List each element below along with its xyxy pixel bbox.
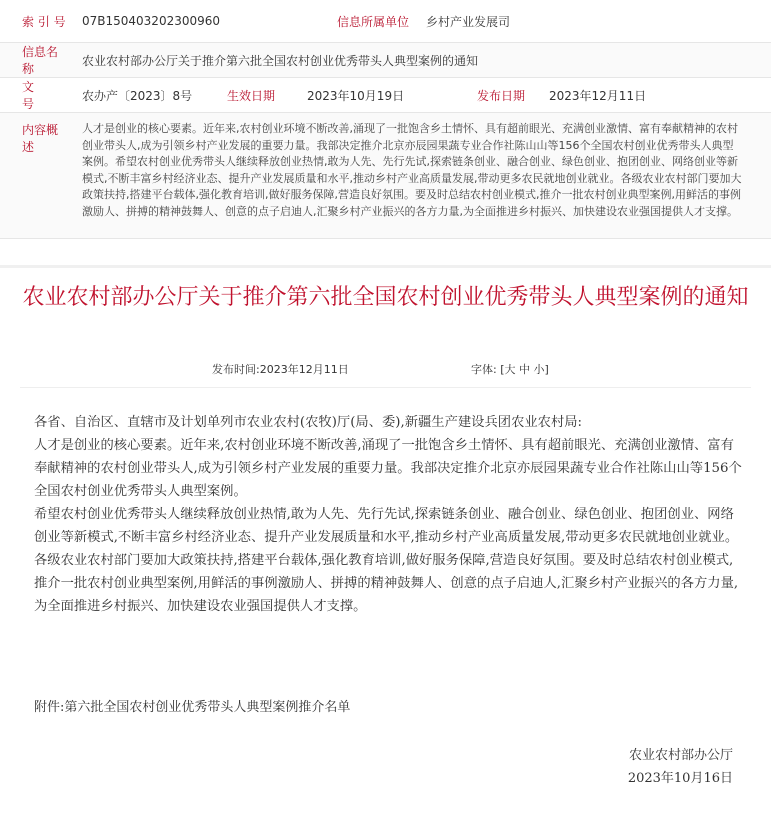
- info-row-index: [0, 0, 771, 43]
- doc-number-value: 农办产〔2023〕8号: [82, 88, 193, 103]
- publish-time-label: 发布时间:: [212, 363, 260, 376]
- article-body: [34, 411, 746, 618]
- effective-date-value: 2023年10月19日: [307, 88, 405, 103]
- font-size-medium-link[interactable]: 中: [519, 363, 531, 376]
- section-separator: [0, 265, 771, 268]
- publish-date-label: 发布日期: [477, 88, 526, 103]
- sign-date: 2023年10月16日: [627, 771, 733, 786]
- name-label: 信息名称: [22, 45, 59, 76]
- font-bracket-open: [: [500, 363, 505, 376]
- publish-time: [212, 361, 349, 377]
- info-row-doc: [0, 78, 771, 113]
- article-title: 农业农村部办公厅关于推介第六批全国农村创业优秀带头人典型案例的通知: [22, 285, 749, 310]
- body-paragraph: 人才是创业的核心要素。近年来,农村创业环境不断改善,涌现了一批饱含乡土情怀、具有超前眼光、充满创业激情、富有奉献精神的农村创业带头人,成为引领乡村产业发展的重要力量。我部决定推介北京亦辰园果蔬专业合作社陈山山等156个全国农村创业优秀带头人典型案例。: [34, 438, 742, 499]
- font-size-large-link[interactable]: 大: [504, 363, 516, 376]
- publish-date-value: 2023年12月11日: [549, 88, 647, 103]
- body-paragraph: 各级农业农村部门要加大政策扶持,搭建平台载体,强化教育培训,做好服务保障,营造良好氛围。要及时总结农村创业模式,推介一批农村创业典型案例,用鲜活的事例激励人、拼搏的精神鼓舞人、创意的点子启迪人,汇聚乡村产业振兴的各方力量,为全面推进乡村振兴、加快建设农业强国提供人才支撑。: [34, 553, 739, 614]
- publish-time-value: 2023年12月11日: [259, 363, 349, 376]
- info-row-name: [0, 43, 771, 78]
- index-value: 07B150403202300960: [82, 14, 221, 28]
- font-size-label: 字体:: [471, 363, 497, 376]
- font-size-switcher: [471, 361, 549, 377]
- summary-label: 内容概述: [22, 123, 59, 154]
- org-value: 乡村产业发展司: [426, 14, 511, 29]
- name-value: 农业农村部办公厅关于推介第六批全国农村创业优秀带头人典型案例的通知: [82, 53, 479, 68]
- doc-number-label: 文 号: [22, 80, 51, 111]
- org-label: 信息所属单位: [337, 14, 410, 29]
- body-paragraph: 希望农村创业优秀带头人继续释放创业热情,敢为人先、先行先试,探索链条创业、融合创业、绿色创业、抱团创业、网络创业等新模式,不断丰富乡村经济业态、提升产业发展质量和水平,推动乡村产业高质量发展,带动更多农民就地创业就业。: [34, 507, 739, 545]
- info-row-summary: [0, 113, 771, 239]
- title-divider: [20, 387, 751, 388]
- font-size-small-link[interactable]: 小: [533, 363, 545, 376]
- index-label: 索 引 号: [22, 14, 66, 29]
- article-info-bar: [0, 361, 771, 377]
- signature-block: [628, 744, 733, 790]
- font-bracket-close: ]: [544, 363, 549, 376]
- effective-date-label: 生效日期: [227, 88, 276, 103]
- attachment-link[interactable]: 附件:第六批全国农村创业优秀带头人典型案例推介名单: [34, 700, 351, 715]
- salutation-paragraph: 各省、自治区、直辖市及计划单列市农业农村(农牧)厅(局、委),新疆生产建设兵团农业农村局:: [34, 415, 583, 430]
- signer: 农业农村部办公厅: [628, 748, 733, 763]
- summary-value: 人才是创业的核心要素。近年来,农村创业环境不断改善,涌现了一批饱含乡土情怀、具有超前眼光、充满创业激情、富有奉献精神的农村创业带头人,成为引领乡村产业发展的重要力量。我部决定推介北京亦辰园果蔬专业合作社陈山山等156个全国农村创业优秀带头人典型案例。希望农村创业优秀带头人继续释放创业热情,敢为人先、先行先试,探索链条创业、融合创业、绿色创业、抱团创业、网络创业等新模式,不断丰富乡村经济业态、提升产业发展质量和水平,推动乡村产业高质量发展,带动更多农民就地创业就业。各级农业农村部门要加大政策扶持,搭建平台载体,强化教育培训,做好服务保障,营造良好氛围。要及时总结农村创业模式,推介一批农村创业典型案例,用鲜活的事例激励人、拼搏的精神鼓舞人、创意的点子启迪人,汇聚乡村产业振兴的各方力量,为全面推进乡村振兴、加快建设农业强国提供人才支撑。: [82, 122, 742, 218]
- document-info-table: [0, 0, 771, 239]
